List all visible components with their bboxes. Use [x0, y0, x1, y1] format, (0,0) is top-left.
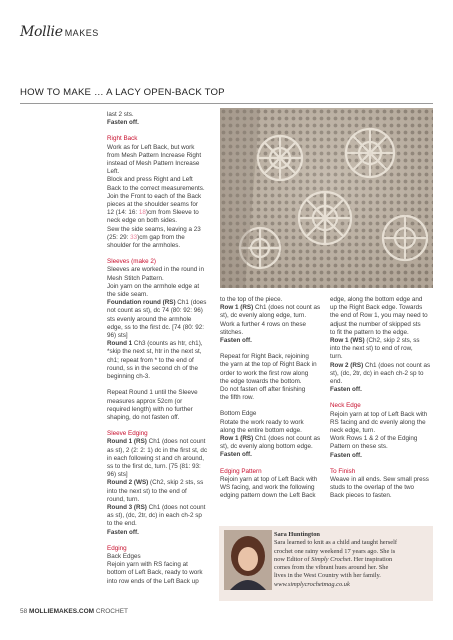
text-line: the fifth row. — [220, 394, 254, 402]
text-fragment: Row 1 (RS) — [220, 304, 254, 312]
text-fragment: (Ch2, skip 2 sts, ss — [148, 479, 204, 487]
text-line: the edge towards the bottom. — [220, 377, 302, 385]
text-line: st), dc evenly along bottom edge. — [220, 443, 313, 451]
text-line: round, turn. — [107, 495, 140, 503]
text-line: Join yarn on the armhole edge at — [107, 282, 200, 290]
text-line: as st), (dc, 2tr, dc) in each ch-2 sp — [107, 512, 202, 520]
text-fragment: Row 2 (RS) — [330, 361, 364, 369]
text-fragment: )cm gap from the — [137, 233, 185, 241]
text-fragment: now Editor of — [274, 555, 312, 563]
text-line: pieces at the shoulder seams for — [107, 201, 199, 209]
text-fragment: Round 1 — [107, 340, 133, 348]
text-line: Repeat for Right Back, rejoining — [220, 353, 309, 361]
text-line: the side seam. — [107, 291, 148, 299]
text-fragment: 33 — [130, 233, 138, 241]
text-line: Fasten off. — [107, 119, 139, 127]
text-line: RS facing and dc evenly along the — [330, 418, 426, 426]
text-line: Fasten off. — [107, 528, 139, 536]
text-line: Mesh Stitch Pattern. — [107, 274, 164, 282]
text-line: ch1; repeat from * to the end of — [107, 356, 194, 364]
text-line: Fasten off. — [220, 451, 252, 459]
text-line: Block and press Right and Left — [107, 176, 193, 184]
text-line: edge, ss to the first dc. [74 (80: 92: — [107, 323, 204, 331]
text-line — [274, 556, 430, 564]
text-fragment: Ch1 (does not count as — [253, 304, 321, 312]
text-line: Pattern on these sts. — [330, 443, 388, 451]
text-line: edging pattern down the Left Back — [220, 492, 316, 500]
text-line: in each following st and ch around, — [107, 454, 204, 462]
column-2 — [220, 296, 324, 500]
text-fragment: Ch1 (does not count as — [363, 361, 431, 369]
text-line: 96) sts] — [107, 332, 128, 340]
text-line — [107, 299, 213, 307]
text-line: sts evenly around the armhole — [107, 315, 192, 323]
text-line — [107, 340, 213, 348]
text-line: Left. — [107, 168, 120, 176]
text-fragment: . Her inspiration — [350, 555, 393, 563]
designer-name: Sara Huntington — [274, 531, 320, 538]
text-line: Work Rows 1 & 2 of the Edging — [330, 435, 418, 443]
text-line: to the top of the piece. — [220, 296, 283, 303]
footer-section: CROCHET — [95, 608, 128, 615]
text-line: along the entire bottom edge. — [220, 426, 302, 434]
text-line: studs to the overlap of the two — [330, 484, 415, 492]
text-line: *skip the next st, htr in the next st, — [107, 348, 202, 356]
text-line: into the next st) to end of row, — [330, 345, 413, 353]
footer-site[interactable]: MOLLIEMAKES.COM — [29, 608, 95, 615]
text-line: not count as st), dc 74 (80: 92: 96) — [107, 307, 203, 315]
text-line: round, ss in the second ch of the — [107, 364, 199, 372]
text-line — [107, 504, 213, 512]
text-line: bottom of Left Back, ready to work — [107, 569, 203, 577]
text-line: Back Edges — [107, 552, 141, 560]
title-rule — [20, 103, 433, 104]
text-line: to the end. — [107, 520, 137, 528]
text-line — [107, 234, 213, 242]
text-line: required length) with no further — [107, 405, 193, 413]
text-line: Sara learned to knit as a child and taught herself — [274, 539, 397, 547]
text-line: Back to the correct measurements. — [107, 184, 205, 192]
masthead-logo — [20, 24, 99, 40]
text-fragment: Ch1 (does not count as — [253, 435, 321, 443]
lace-top-photo — [220, 108, 433, 288]
text-line: to fit the pattern to the edge. — [330, 328, 409, 336]
designer-portrait — [224, 530, 272, 590]
text-fragment: Round 3 (RS) — [107, 503, 147, 511]
text-fragment: 12 (14: 16: — [107, 209, 139, 217]
text-fragment: Ch1 (does — [175, 299, 207, 307]
text-line: Join the Front to each of the Back — [107, 192, 202, 200]
text-line: crochet one rainy weekend 17 years ago. She is — [274, 547, 396, 555]
text-line: order to work the first row along — [220, 369, 309, 377]
text-line: Bottom Edge — [220, 410, 257, 418]
text-line: Rotate the work ready to work — [220, 418, 304, 426]
text-line: neck edge, turn. — [330, 427, 376, 435]
text-line — [107, 209, 213, 217]
text-line: Do not fasten off after finishing — [220, 386, 306, 394]
section-heading-edging-pattern: Edging Pattern — [220, 467, 262, 475]
text-line: end. — [330, 378, 343, 386]
text-line: adjust the number of skipped sts — [330, 320, 421, 328]
text-line: st), (dc, 2tr, dc) in each ch-2 sp to — [330, 369, 424, 377]
text-line: comes from the vibrant hues around her. She — [274, 564, 389, 572]
logo-word: MAKES — [64, 28, 99, 38]
text-line: turn. — [330, 353, 343, 361]
text-line: Sleeves are worked in the round in — [107, 266, 204, 274]
column-1 — [107, 111, 213, 586]
text-line: lives in the West Country with her family. — [274, 572, 381, 580]
text-line: Rejoin yarn at top of Left Back with — [330, 410, 428, 418]
text-line — [107, 438, 213, 446]
text-line: Repeat Round 1 until the Sleeve — [107, 389, 198, 397]
text-line — [330, 362, 434, 370]
logo-script: Mollie — [20, 24, 63, 40]
text-line — [107, 479, 213, 487]
text-line: st), dc evenly along edge, turn. — [220, 312, 307, 320]
text-fragment: (25: 29: — [107, 233, 131, 241]
text-fragment: Round 2 (WS) — [107, 479, 149, 487]
page-number: 58 — [20, 608, 28, 615]
text-fragment: Ch3 (counts as htr, ch1), — [132, 340, 203, 348]
section-heading-to-finish: To Finish — [330, 467, 356, 475]
text-line: Work a further 4 rows on these — [220, 320, 306, 328]
text-line: Fasten off. — [330, 386, 362, 394]
text-line: shoulder for the armholes. — [107, 242, 181, 250]
text-line: Sew the side seams, leaving a 23 — [107, 225, 201, 233]
text-line: ss to the first dc, turn. [75 (81: 93: — [107, 462, 201, 470]
text-line: up the Right Back edge. Towards — [330, 304, 423, 312]
text-fragment: 18 — [138, 209, 146, 217]
text-line: into row ends of the Left Back up — [107, 577, 199, 585]
section-heading-sleeves: Sleeves (make 2) — [107, 258, 156, 266]
text-line: neck edge on both sides. — [107, 217, 178, 225]
text-line: Weave in all ends. Sew small press — [330, 476, 429, 484]
text-line: instead of Mesh Pattern Increase — [107, 160, 200, 168]
text-fragment: )cm from Sleeve to — [145, 209, 199, 217]
text-fragment: Row 1 (RS) — [220, 435, 254, 443]
text-line: the end of Row 1, you may need to — [330, 312, 428, 320]
text-line: measures approx 52cm (or — [107, 397, 183, 405]
column-3 — [330, 296, 434, 501]
text-line: Back pieces to fasten. — [330, 492, 392, 500]
section-heading-right-back: Right Back — [107, 135, 138, 143]
text-line: Rejoin yarn with RS facing at — [107, 561, 188, 569]
text-fragment: Round 1 (RS) — [107, 438, 147, 446]
text-line — [220, 435, 324, 443]
text-line: Work as for Left Back, but work — [107, 143, 195, 151]
text-fragment: Simply Crochet — [311, 555, 351, 563]
designer-bio — [274, 531, 430, 589]
text-line: WS facing, and work the following — [220, 484, 315, 492]
text-line: into the next st) to the end of — [107, 487, 187, 495]
text-fragment: Ch1 (does not count — [146, 438, 206, 446]
text-line: the yarn at the top of Right Back in — [220, 361, 317, 369]
text-line: from Mesh Pattern Increase Right — [107, 151, 202, 159]
text-line: as st), 2 (2: 2: 1) dc in the first st, dc — [107, 446, 208, 454]
text-line — [220, 304, 324, 312]
designer-website-link[interactable]: www.simplycrochetmag.co.uk — [274, 580, 350, 588]
text-fragment: (Ch2, skip 2 sts, ss — [364, 337, 420, 345]
text-line: stitches. — [220, 328, 244, 336]
section-heading-edging: Edging — [107, 544, 127, 552]
text-line: last 2 sts. — [107, 111, 134, 118]
page-footer — [20, 608, 128, 615]
text-line: Fasten off. — [220, 337, 252, 345]
text-line — [330, 337, 434, 345]
text-line: Rejoin yarn at top of Left Back with — [220, 475, 318, 483]
text-line: beginning ch-3. — [107, 373, 151, 381]
section-heading-sleeve-edging: Sleeve Edging — [107, 430, 148, 438]
text-line: shaping, do not fasten off. — [107, 413, 180, 421]
text-line: 96) sts] — [107, 471, 128, 479]
text-fragment: Row 1 (WS) — [330, 337, 365, 345]
section-heading-neck-edge: Neck Edge — [330, 402, 361, 410]
text-fragment: Foundation round (RS) — [107, 299, 176, 307]
text-line: edge, along the bottom edge and — [330, 296, 423, 303]
page-title: HOW TO MAKE … A LACY OPEN-BACK TOP — [20, 87, 225, 98]
text-fragment: Ch1 (does not count — [146, 503, 206, 511]
text-line: Fasten off. — [330, 451, 362, 459]
